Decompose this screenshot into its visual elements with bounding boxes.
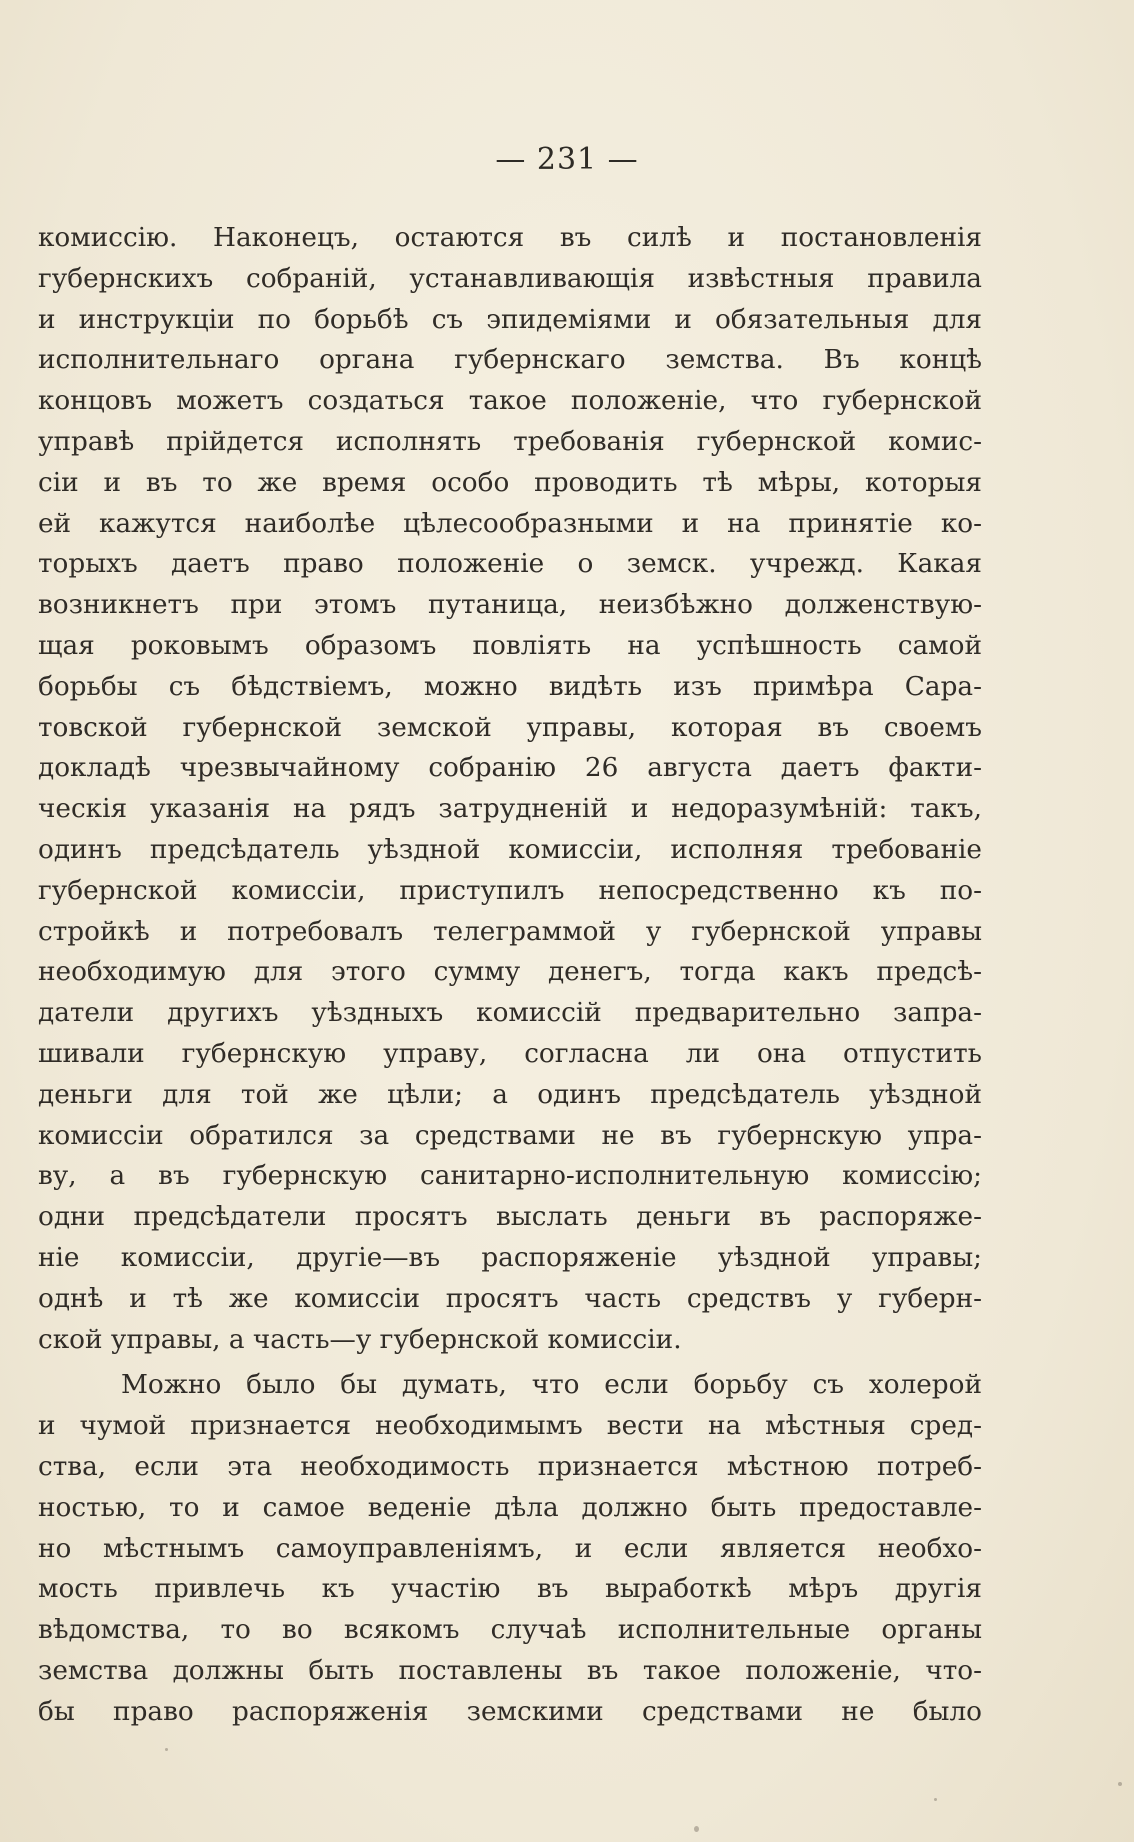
- text-line: ей кажутся наиболѣе цѣлесообразными и на принятіе ко-: [38, 508, 982, 539]
- paper-speck: [694, 1826, 699, 1832]
- text-line: бы право распоряженія земскими средствами не было: [38, 1696, 982, 1727]
- paper-speck: [934, 1798, 937, 1801]
- page-number: — 231 —: [495, 142, 639, 177]
- text-line: исполнительнаго органа губернскаго земства. Въ концѣ: [38, 345, 982, 376]
- text-line: сіи и въ то же время особо проводить тѣ мѣры, которыя: [38, 467, 982, 498]
- text-line: ностью, то и самое веденіе дѣла должно быть предоставле-: [38, 1492, 982, 1523]
- text-line: датели другихъ уѣздныхъ комиссій предварительно запра-: [38, 998, 982, 1029]
- text-line: шивали губернскую управу, согласна ли она отпустить: [38, 1038, 982, 1069]
- text-line: необходимую для этого сумму денегъ, тогда какъ предсѣ-: [38, 957, 982, 988]
- text-line: Можно было бы думать, что если борьбу съ холерой: [121, 1370, 982, 1401]
- text-line: одни предсѣдатели просятъ выслать деньги въ распоряже-: [38, 1202, 982, 1233]
- paragraph-1: [38, 218, 982, 1360]
- text-line: мость привлечь къ участію въ выработкѣ мѣръ другія: [38, 1574, 982, 1605]
- text-line: губернской комиссіи, приступилъ непосредственно къ по-: [38, 875, 982, 906]
- text-line: земства должны быть поставлены въ такое положеніе, что-: [38, 1655, 982, 1686]
- text-line: комиссіи обратился за средствами не въ губернскую упра-: [38, 1120, 982, 1151]
- text-line: ства, если эта необходимость признается мѣстною потреб-: [38, 1451, 982, 1482]
- paragraph-2: [38, 1365, 982, 1732]
- text-line: деньги для той же цѣли; а одинъ предсѣдатель уѣздной: [38, 1079, 982, 1110]
- text-line: однѣ и тѣ же комиссіи просятъ часть средствъ у губерн-: [38, 1283, 982, 1314]
- text-line: ніе комиссіи, другіе—въ распоряженіе уѣздной управы;: [38, 1242, 982, 1273]
- text-line: ческія указанія на рядъ затрудненій и недоразумѣній: такъ,: [38, 794, 982, 825]
- text-line: стройкѣ и потребовалъ телеграммой у губернской управы: [38, 916, 982, 947]
- text-line: ву, а въ губернскую санитарно-исполнительную комиссію;: [38, 1161, 982, 1192]
- text-line: одинъ предсѣдатель уѣздной комиссіи, исполняя требованіе: [38, 834, 982, 865]
- paper-speck: [1118, 1782, 1122, 1786]
- text-line: но мѣстнымъ самоуправленіямъ, и если является необхо-: [38, 1533, 982, 1564]
- text-line: товской губернской земской управы, которая въ своемъ: [38, 712, 982, 743]
- text-line: управѣ прійдется исполнять требованія губернской комис-: [38, 426, 982, 457]
- text-line: щая роковымъ образомъ повліять на успѣшность самой: [38, 630, 982, 661]
- paper-speck: [165, 1748, 168, 1751]
- text-line: концовъ можетъ создаться такое положеніе, что губернской: [38, 386, 982, 417]
- text-line: возникнетъ при этомъ путаница, неизбѣжно долженствую-: [38, 590, 982, 621]
- text-line: губернскихъ собраній, устанавливающія извѣстныя правила: [38, 263, 982, 294]
- text-line: борьбы съ бѣдствіемъ, можно видѣть изъ примѣра Сара-: [38, 671, 982, 702]
- text-line: и чумой признается необходимымъ вести на мѣстныя сред-: [38, 1411, 982, 1442]
- text-line: и инструкціи по борьбѣ съ эпидеміями и обязательныя для: [38, 304, 982, 335]
- text-line: докладѣ чрезвычайному собранію 26 августа даетъ факти-: [38, 753, 982, 784]
- text-line: комиссію. Наконецъ, остаются въ силѣ и постановленія: [38, 223, 982, 253]
- text-line: вѣдомства, то во всякомъ случаѣ исполнительные органы: [38, 1615, 982, 1646]
- text-line: торыхъ даетъ право положеніе о земск. учрежд. Какая: [38, 549, 982, 580]
- body-text: [38, 218, 982, 1732]
- text-line: ской управы, а часть—у губернской комиссіи.: [38, 1324, 682, 1355]
